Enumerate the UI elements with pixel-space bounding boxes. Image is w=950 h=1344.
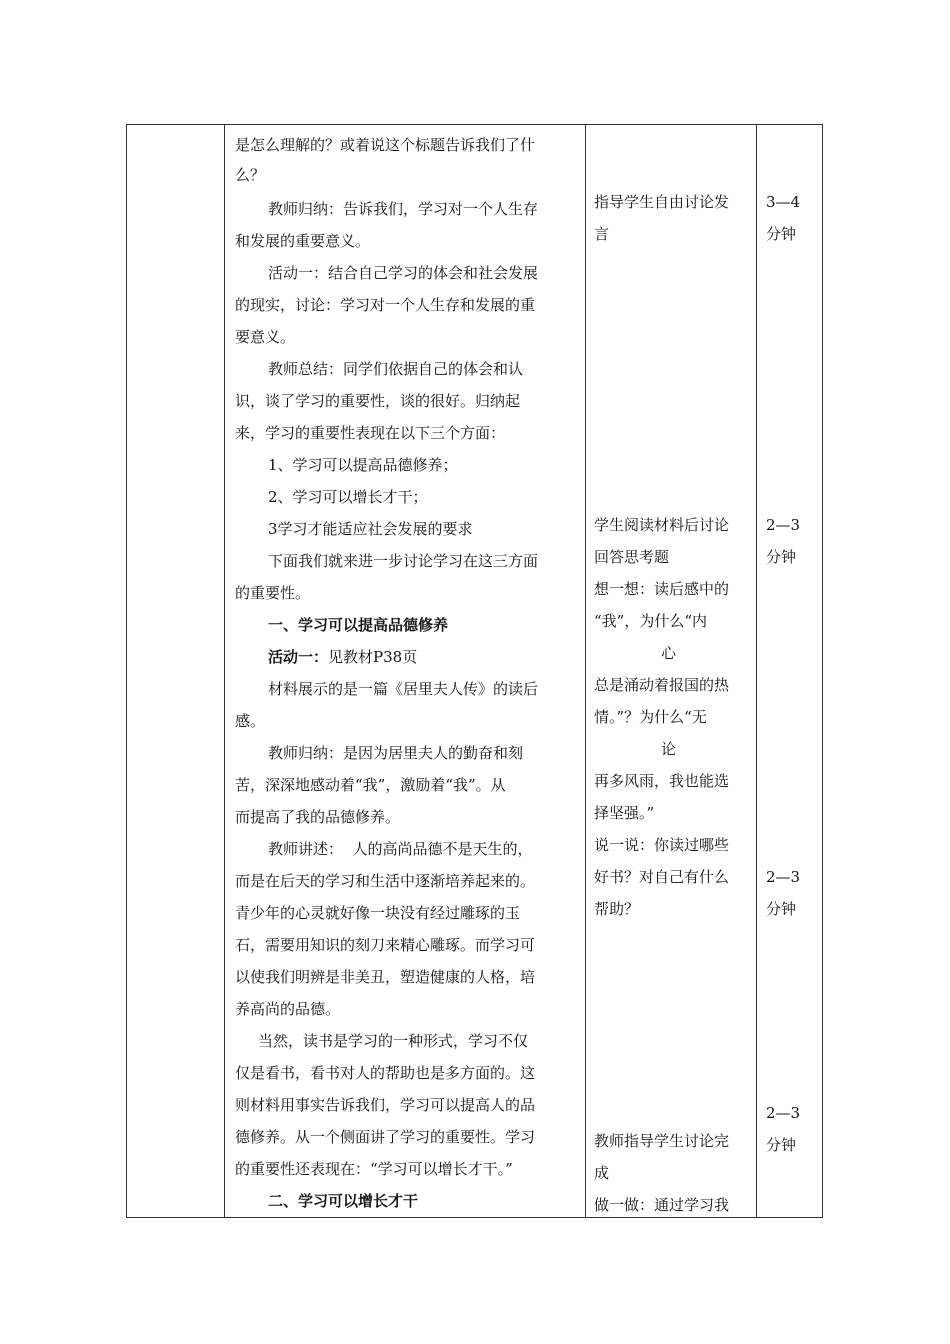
time-range: 3—4 xyxy=(766,193,801,211)
content-line: 1、学习可以提高品德修养； xyxy=(268,456,458,474)
activity-line: 做一做：通过学习我 xyxy=(594,1196,730,1214)
content-line: 2、学习可以增长才干； xyxy=(268,488,428,506)
activity-line: 教师指导学生讨论完 xyxy=(594,1132,730,1150)
content-line: 3学习才能适应社会发展的要求 xyxy=(268,520,473,538)
section-heading: 一、学习可以提高品德修养 xyxy=(268,616,449,634)
content-line: 而提高了我的品德修养。 xyxy=(235,808,401,826)
content-line: 下面我们就来进一步讨论学习在这三方面 xyxy=(268,552,539,570)
activity-line: “我”，为什么“内 xyxy=(594,612,708,630)
activity-text: 见教材P38页 xyxy=(328,648,418,666)
content-line: 苦，深深地感动着“我”，激励着“我”。从 xyxy=(235,776,506,794)
content-line: 和发展的重要意义。 xyxy=(235,232,371,250)
time-range: 2—3 xyxy=(766,868,801,886)
activity-line: 总是涌动着报国的热 xyxy=(594,676,730,694)
time-range: 2—3 xyxy=(766,1104,801,1122)
content-line: 来，学习的重要性表现在以下三个方面： xyxy=(235,424,506,442)
content-line: 养高尚的品德。 xyxy=(235,1000,341,1018)
activity-line: 论 xyxy=(661,740,677,758)
content-line: 以使我们明辨是非美丑，塑造健康的人格，培 xyxy=(235,968,536,986)
content-line: 而是在后天的学习和生活中逐渐培养起来的。 xyxy=(235,872,536,890)
content-line: 活动一：结合自己学习的体会和社会发展 xyxy=(268,264,539,282)
content-line: 仅是看书，看书对人的帮助也是多方面的。这 xyxy=(235,1064,536,1082)
activity-line: 言 xyxy=(594,225,610,243)
content-line: 的重要性还表现在：“学习可以增长才干。” xyxy=(235,1160,513,1178)
activity-line: 说一说：你读过哪些 xyxy=(594,836,730,854)
content-line: 感。 xyxy=(235,712,266,730)
time-column xyxy=(757,125,823,1217)
content-line: 教师讲述： 人的高尚品德不是天生的， xyxy=(268,840,533,858)
activity-line: 好书？对自己有什么 xyxy=(594,868,730,886)
main-content-column xyxy=(225,125,585,1217)
activity-line: 学生阅读材料后讨论 xyxy=(594,516,730,534)
content-line: 的现实，讨论：学习对一个人生存和发展的重 xyxy=(235,296,536,314)
content-line: 么？ xyxy=(235,166,266,184)
content-line: 德修养。从一个侧面讲了学习的重要性。学习 xyxy=(235,1128,536,1146)
content-line: 教师归纳：是因为居里夫人的勤奋和刻 xyxy=(268,744,524,762)
activity-label: 活动一： xyxy=(268,648,329,666)
empty-first-column xyxy=(127,125,224,1217)
activity-line: 想一想：读后感中的 xyxy=(594,580,730,598)
activity-line: 指导学生自由讨论发 xyxy=(594,193,730,211)
section-heading: 二、学习可以增长才干 xyxy=(268,1192,419,1210)
activity-line: 回答思考题 xyxy=(594,548,670,566)
content-line: 是怎么理解的？或着说这个标题告诉我们了什 xyxy=(235,136,536,154)
content-line: 当然，读书是学习的一种形式，学习不仅 xyxy=(258,1032,529,1050)
content-line: 则材料用事实告诉我们，学习可以提高人的品 xyxy=(235,1096,536,1114)
content-line: 的重要性。 xyxy=(235,584,311,602)
activity-line: 成 xyxy=(594,1164,610,1182)
activity-line: 再多风雨，我也能选 xyxy=(594,772,730,790)
activity-line xyxy=(268,647,417,667)
content-line: 青少年的心灵就好像一块没有经过雕琢的玉 xyxy=(235,904,521,922)
activity-line: 择坚强。” xyxy=(594,804,655,822)
time-unit: 分钟 xyxy=(766,1136,797,1154)
content-line: 教师归纳：告诉我们，学习对一个人生存 xyxy=(268,200,539,218)
lesson-plan-table xyxy=(126,124,823,1218)
time-unit: 分钟 xyxy=(766,225,797,243)
activity-line: 情。”？为什么“无 xyxy=(594,708,707,726)
content-line: 识，谈了学习的重要性，谈的很好。归纳起 xyxy=(235,392,521,410)
content-line: 石，需要用知识的刻刀来精心雕琢。而学习可 xyxy=(235,936,536,954)
activity-line: 帮助？ xyxy=(594,900,640,918)
content-line: 教师总结：同学们依据自己的体会和认 xyxy=(268,360,524,378)
content-line: 要意义。 xyxy=(235,328,296,346)
content-line: 材料展示的是一篇《居里夫人传》的读后 xyxy=(268,680,539,698)
activity-column xyxy=(586,125,756,1217)
time-unit: 分钟 xyxy=(766,548,797,566)
time-range: 2—3 xyxy=(766,516,801,534)
time-unit: 分钟 xyxy=(766,900,797,918)
activity-line: 心 xyxy=(661,644,677,662)
